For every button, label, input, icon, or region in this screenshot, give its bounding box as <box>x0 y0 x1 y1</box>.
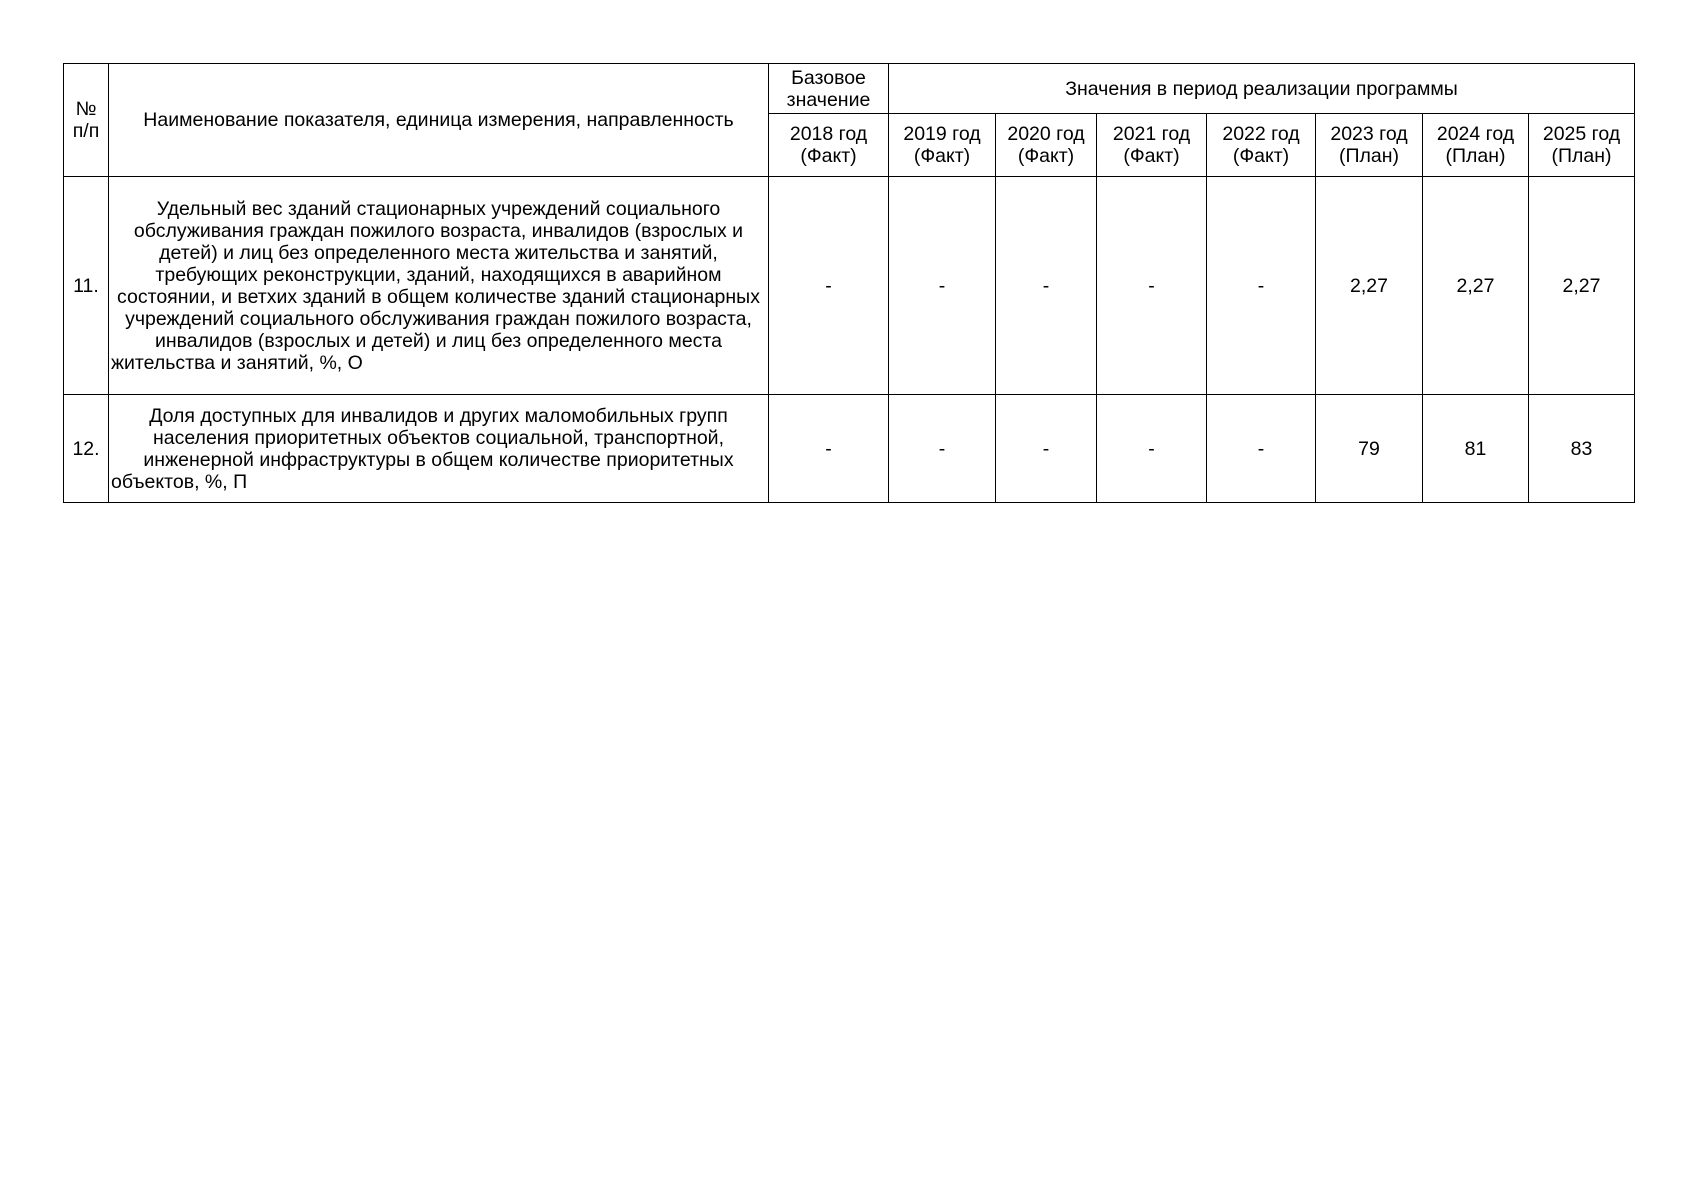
row-num: 11. <box>64 177 109 395</box>
row-value: - <box>1207 177 1316 395</box>
header-num: № п/п <box>64 64 109 177</box>
header-year-2024: 2024 год (План) <box>1423 114 1529 177</box>
header-year-2020: 2020 год (Факт) <box>996 114 1097 177</box>
indicators-table <box>63 63 1635 503</box>
header-year-2021: 2021 год (Факт) <box>1097 114 1207 177</box>
row-num: 12. <box>64 395 109 503</box>
row-name: Доля доступных для инвалидов и других маломобильных групп населения приоритетных объектов социальной, транспортной, инженерной инфраструктуры в общем количестве приоритетных объектов, %, П <box>109 395 769 503</box>
header-period: Значения в период реализации программы <box>889 64 1635 114</box>
header-name: Наименование показателя, единица измерения, направленность <box>109 64 769 177</box>
row-value: - <box>1097 177 1207 395</box>
row-name: Удельный вес зданий стационарных учреждений социального обслуживания граждан пожилого возраста, инвалидов (взрослых и детей) и лиц без определенного места жительства и занятий, требующих реконструкции, зданий, находящихся в аварийном состоянии, и ветхих зданий в общем количестве зданий стационарных учреждений социального обслуживания граждан пожилого возраста, инвалидов (взрослых и детей) и лиц без определенного места жительства и занятий, %, О <box>109 177 769 395</box>
row-value: - <box>996 177 1097 395</box>
row-value: 83 <box>1529 395 1635 503</box>
row-value: - <box>769 177 889 395</box>
header-year-2022: 2022 год (Факт) <box>1207 114 1316 177</box>
header-year-2025: 2025 год (План) <box>1529 114 1635 177</box>
row-value: 81 <box>1423 395 1529 503</box>
header-base: Базовое значение <box>769 64 889 114</box>
header-year-2023: 2023 год (План) <box>1316 114 1423 177</box>
row-value: - <box>1097 395 1207 503</box>
row-value: 2,27 <box>1529 177 1635 395</box>
table-row <box>64 395 1635 503</box>
header-year-2019: 2019 год (Факт) <box>889 114 996 177</box>
row-value: - <box>996 395 1097 503</box>
row-value: 2,27 <box>1423 177 1529 395</box>
row-value: 2,27 <box>1316 177 1423 395</box>
row-value: - <box>769 395 889 503</box>
table-row <box>64 177 1635 395</box>
row-value: - <box>889 395 996 503</box>
header-year-2018: 2018 год (Факт) <box>769 114 889 177</box>
row-value: - <box>889 177 996 395</box>
row-value: - <box>1207 395 1316 503</box>
row-value: 79 <box>1316 395 1423 503</box>
